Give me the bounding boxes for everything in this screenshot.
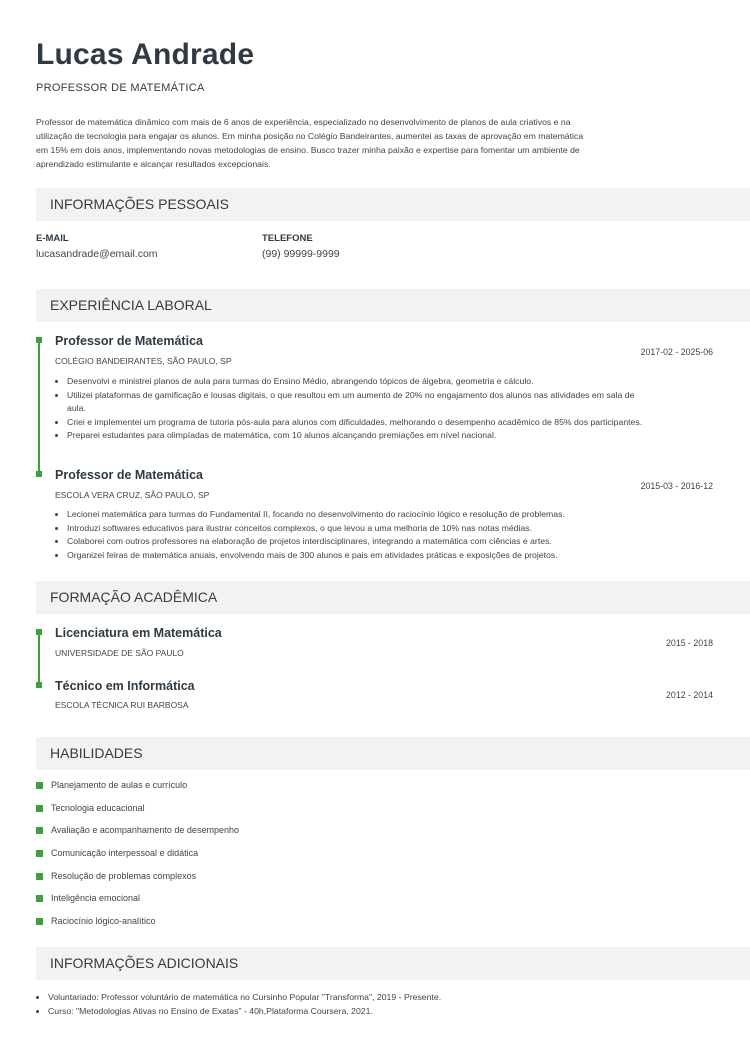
job-bullets (55, 375, 652, 443)
job-title: Professor de Matemática (55, 334, 203, 348)
email-value[interactable]: lucasandrade@email.com (36, 248, 158, 260)
job-organization: COLÉGIO BANDEIRANTES, SÃO PAULO, SP (55, 356, 232, 366)
job-bullet: • Desenvolvi e ministrei planos de aula para turmas do Ensino Médio, abrangendo tópicos de álgebra, geometria e cálculo. (67, 375, 652, 389)
job-bullets (55, 508, 652, 562)
degree-title: Técnico em Informática (55, 679, 195, 693)
degree-institution: UNIVERSIDADE DE SÃO PAULO (55, 648, 184, 658)
timeline-marker (36, 629, 42, 635)
skill-item: Resolução de problemas complexos (36, 871, 196, 881)
candidate-title: PROFESSOR DE MATEMÁTICA (36, 82, 205, 94)
section-personal-info (36, 188, 750, 221)
degree-institution: ESCOLA TÉCNICA RUI BARBOSA (55, 700, 189, 710)
section-heading: INFORMAÇÕES PESSOAIS (50, 196, 229, 212)
skill-item: Planejamento de aulas e currículo (36, 780, 187, 790)
phone-value[interactable]: (99) 99999-9999 (262, 248, 340, 260)
degree-dates: 2015 - 2018 (666, 638, 713, 648)
square-bullet-icon (36, 782, 43, 789)
skill-item: Raciocínio lógico-analítico (36, 916, 156, 926)
section-experience (36, 289, 750, 322)
square-bullet-icon (36, 805, 43, 812)
job-bullet: • Utilizei plataformas de gamificação e lousas digitais, o que resultou em um aumento de 20% no engajamento dos alunos nas atividades em sala de aula. (67, 389, 652, 416)
square-bullet-icon (36, 918, 43, 925)
timeline-marker (36, 337, 42, 343)
job-dates: 2017-02 - 2025-06 (640, 347, 713, 357)
square-bullet-icon (36, 895, 43, 902)
timeline-marker (36, 471, 42, 477)
section-heading: INFORMAÇÕES ADICIONAIS (50, 955, 239, 971)
skill-item: Inteligência emocional (36, 893, 140, 903)
section-additional (36, 947, 750, 980)
section-heading: HABILIDADES (50, 745, 143, 761)
job-bullet: • Lecionei matemática para turmas do Fundamental II, focando no desenvolvimento do raciocínio lógico e resolução de problemas. (67, 508, 652, 522)
square-bullet-icon (36, 827, 43, 834)
education-timeline (38, 632, 40, 686)
job-bullet: • Introduzi softwares educativos para ilustrar conceitos complexos, o que levou a uma melhoria de 10% nas notas médias. (67, 522, 652, 536)
email-label: E-MAIL (36, 233, 69, 244)
phone-label: TELEFONE (262, 233, 313, 244)
candidate-name: Lucas Andrade (36, 38, 255, 71)
section-heading: EXPERIÊNCIA LABORAL (50, 297, 212, 313)
job-bullet: • Criei e implementei um programa de tutoria pós-aula para alunos com dificuldades, melhorando o desempenho acadêmico de 85% dos participantes. (67, 416, 652, 430)
section-heading: FORMAÇÃO ACADÊMICA (50, 589, 218, 605)
job-dates: 2015-03 - 2016-12 (640, 481, 713, 491)
skill-item: Comunicação interpessoal e didática (36, 848, 198, 858)
square-bullet-icon (36, 873, 43, 880)
additional-list (36, 990, 728, 1018)
experience-timeline (38, 340, 40, 475)
section-skills (36, 737, 750, 770)
timeline-marker (36, 682, 42, 688)
degree-title: Licenciatura em Matemática (55, 626, 222, 640)
skill-item: Avaliação e acompanhamento de desempenho (36, 825, 239, 835)
additional-item: • Voluntariado: Professor voluntário de matemática no Cursinho Popular "Transforma", 2019 - Presente. (48, 990, 728, 1004)
square-bullet-icon (36, 850, 43, 857)
section-education (36, 581, 750, 614)
additional-item: • Curso: "Metodologias Ativas no Ensino de Exatas" - 40h,Plataforma Coursera, 2021. (48, 1004, 728, 1018)
degree-dates: 2012 - 2014 (666, 690, 713, 700)
job-bullet: • Colaborei com outros professores na elaboração de projetos interdisciplinares, integrando a matemática com ciências e artes. (67, 535, 652, 549)
job-organization: ESCOLA VERA CRUZ, SÃO PAULO, SP (55, 490, 210, 500)
skill-item: Tecnologia educacional (36, 803, 145, 813)
job-bullet: • Preparei estudantes para olimpíadas de matemática, com 10 alunos alcançando premiações em nível nacional. (67, 429, 652, 443)
job-bullet: • Organizei feiras de matemática anuais, envolvendo mais de 300 alunos e pais em atividades práticas e exposições de projetos. (67, 549, 652, 563)
job-title: Professor de Matemática (55, 468, 203, 482)
professional-summary: Professor de matemática dinâmico com mais de 6 anos de experiência, especializado no desenvolvimento de planos de aula criativos e na utilização de tecnologia para engajar os alunos. Em minha posição no Colégio Bandeirantes, aumentei as taxas de aprovação em matemática em 15% em dois anos, implementando novas metodologias de ensino. Busco trazer minha paixão e expertise para fomentar um ambiente de aprendizado estimulante e alcançar resultados excepcionais. (36, 117, 584, 169)
